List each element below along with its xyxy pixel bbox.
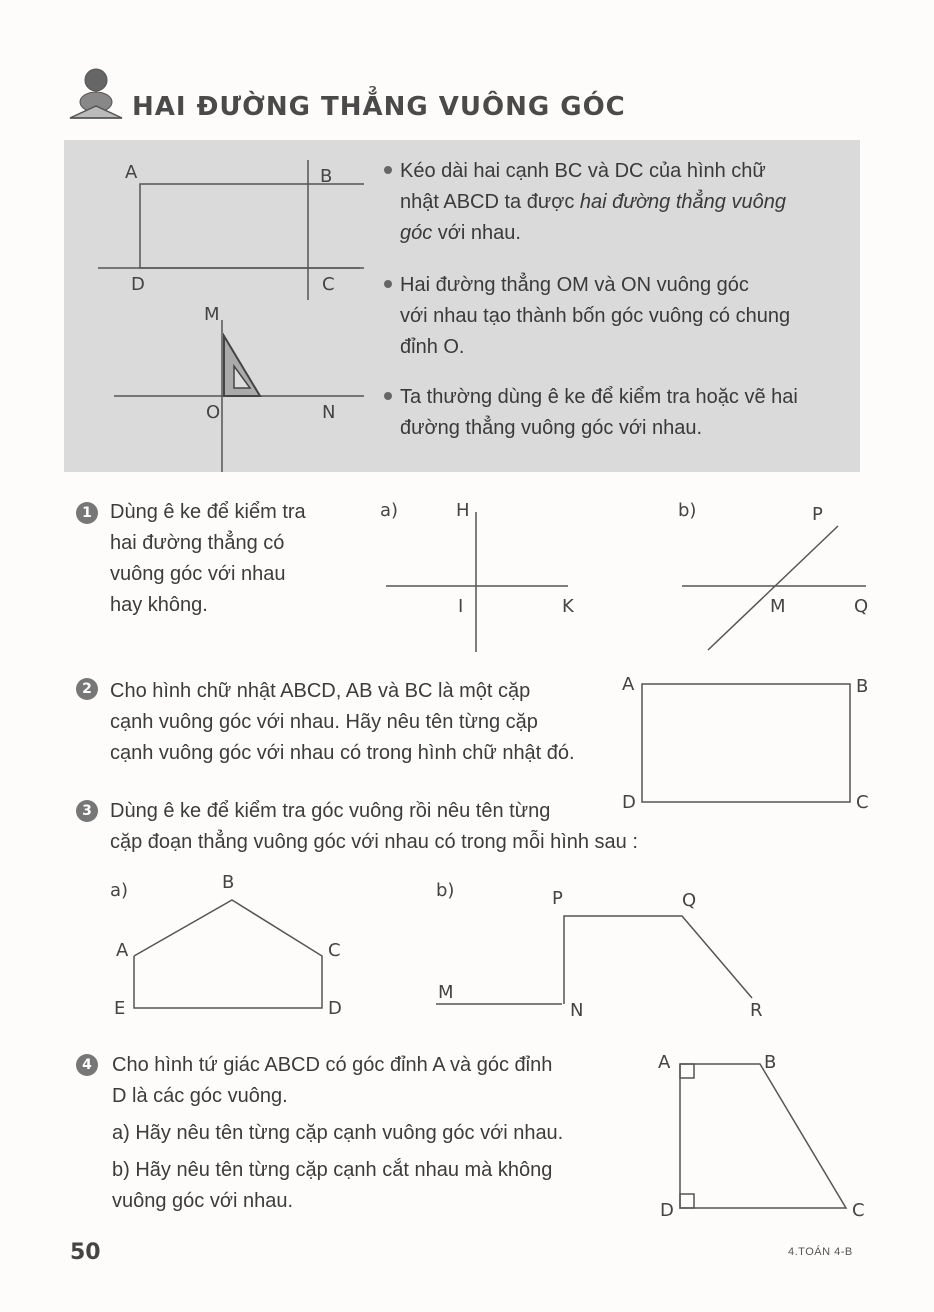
ex1-label-i: I <box>458 596 464 617</box>
exercise-2-number: 2 <box>76 678 98 700</box>
theory-label-n: N <box>322 402 336 423</box>
ex3b-label-m: M <box>438 982 454 1003</box>
theory-label-d: D <box>131 274 145 295</box>
ex4-label-c: C <box>852 1200 865 1221</box>
exercise-4-number: 4 <box>76 1054 98 1076</box>
ex2-rectangle-figure <box>640 680 860 810</box>
ex3-fig-a-tag: a) <box>110 880 129 901</box>
theory-bullet-3: Ta thường dùng ê ke để kiểm tra hoặc vẽ hai đường thẳng vuông góc với nhau. <box>384 382 844 444</box>
exercise-3-text: Dùng ê ke để kiểm tra góc vuông rồi nêu tên từng cặp đoạn thẳng vuông góc với nhau có trong mỗi hình sau : <box>110 800 638 853</box>
exercise-1-text: Dùng ê ke để kiểm tra hai đường thẳng có vuông góc với nhau hay không. <box>110 501 306 616</box>
ex4-label-d: D <box>660 1200 674 1221</box>
ex4-trapezoid-figure <box>670 1050 870 1220</box>
ex3a-label-d: D <box>328 998 342 1019</box>
theory-bullet-2: Hai đường thẳng OM và ON vuông góc với nhau tạo thành bốn góc vuông có chung đỉnh O. <box>384 270 844 363</box>
ex3a-label-a: A <box>116 940 129 961</box>
ex3a-label-e: E <box>114 998 126 1019</box>
ex1-figure-b <box>670 500 880 660</box>
ex2-label-a: A <box>622 674 635 695</box>
theory-bullet-1: Kéo dài hai cạnh BC và DC của hình chữ nhật ABCD ta được hai đường thẳng vuông góc với nhau. <box>384 156 844 249</box>
page-number: 50 <box>70 1240 101 1265</box>
student-reading-icon <box>66 66 126 122</box>
ex3a-label-b: B <box>222 872 235 893</box>
theory-label-b: B <box>320 166 333 187</box>
ex3b-label-q: Q <box>682 890 697 911</box>
ex1-label-h: H <box>456 500 470 521</box>
ex3b-label-r: R <box>750 1000 763 1021</box>
book-code: 4.TOÁN 4-B <box>788 1246 853 1258</box>
lesson-title: HAI ĐƯỜNG THẲNG VUÔNG GÓC <box>132 92 626 122</box>
ex3-figure-a <box>120 880 340 1020</box>
exercise-3-number: 3 <box>76 800 98 822</box>
ex3b-label-p: P <box>552 888 563 909</box>
ex4-label-a: A <box>658 1052 671 1073</box>
theory-label-a: A <box>125 162 138 183</box>
theory-label-c: C <box>322 274 335 295</box>
ex1-fig-a-tag: a) <box>380 500 399 521</box>
ex1-figure-a <box>380 500 580 660</box>
ex4-label-b: B <box>764 1052 777 1073</box>
exercise-2-text: Cho hình chữ nhật ABCD, AB và BC là một cặp cạnh vuông góc với nhau. Hãy nêu tên từng cặp cạnh vuông góc với nhau có trong hình chữ nhật đó. <box>110 680 575 764</box>
theory-label-o: O <box>206 402 221 423</box>
ex3a-label-c: C <box>328 940 341 961</box>
ex1-label-p: P <box>812 504 823 525</box>
ex3b-label-n: N <box>570 1000 584 1021</box>
ex1-label-k: K <box>562 596 574 617</box>
theory-label-m: M <box>204 304 220 325</box>
ex2-label-d: D <box>622 792 636 813</box>
exercise-1-number: 1 <box>76 502 98 524</box>
ex2-label-c: C <box>856 792 869 813</box>
exercise-4-text: Cho hình tứ giác ABCD có góc đỉnh A và góc đỉnh D là các góc vuông. a) Hãy nêu tên từng cặp cạnh vuông góc với nhau. b) Hãy nêu tên từng cặp cạnh cắt nhau mà không vuông góc với nhau. <box>112 1054 564 1212</box>
ex3-fig-b-tag: b) <box>436 880 455 901</box>
ex1-fig-b-tag: b) <box>678 500 697 521</box>
ex2-label-b: B <box>856 676 869 697</box>
ex3-figure-b <box>430 900 770 1010</box>
ex1-label-m: M <box>770 596 786 617</box>
ex1-label-q: Q <box>854 596 869 617</box>
